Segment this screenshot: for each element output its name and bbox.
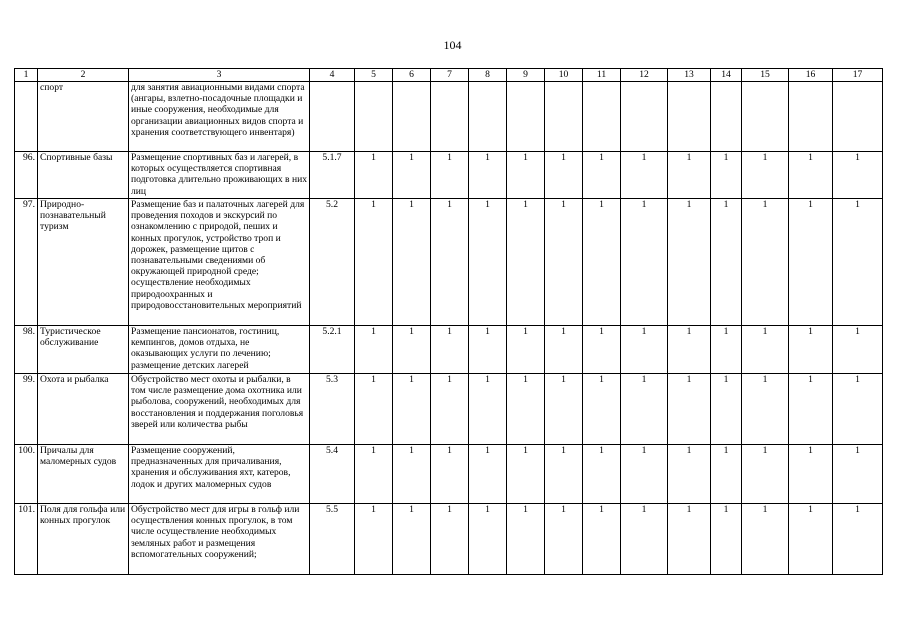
zone-value-cell [789,82,833,152]
table-row [15,445,883,504]
row-number-cell: 97. [15,199,38,326]
column-header: 16 [789,69,833,82]
table-row [15,504,883,575]
row-number-cell: 99. [15,374,38,445]
zone-value-cell: 1 [431,445,469,504]
column-header: 7 [431,69,469,82]
zone-value-cell: 1 [621,199,668,326]
zone-value-cell: 1 [621,445,668,504]
zone-value-cell: 1 [469,326,507,374]
column-header: 1 [15,69,38,82]
zone-value-cell: 1 [545,152,583,199]
land-use-description-cell: Обустройство мест охоты и рыбалки, в том числе размещение дома охотника или рыболова, сооружений, необходимых для восстановления и поддержания поголовья зверей или количества рыбы [129,374,310,445]
land-use-code-cell [310,82,355,152]
zone-value-cell: 1 [789,326,833,374]
zone-value-cell: 1 [621,326,668,374]
zone-value-cell: 1 [742,326,789,374]
table-row [15,82,883,152]
zone-value-cell: 1 [355,504,393,575]
zone-value-cell [393,82,431,152]
zone-value-cell: 1 [583,445,621,504]
row-number-cell: 100. [15,445,38,504]
land-use-name-cell: Спортивные базы [38,152,129,199]
zone-value-cell: 1 [355,445,393,504]
land-use-name-cell: Природно-познавательный туризм [38,199,129,326]
table-row [15,374,883,445]
zone-value-cell: 1 [393,445,431,504]
land-use-code-cell: 5.2 [310,199,355,326]
land-use-description-cell: Обустройство мест для игры в гольф или осуществления конных прогулок, в том числе осуществление необходимых земляных работ и размещения вспомогательных сооружений; [129,504,310,575]
land-use-code-cell: 5.4 [310,445,355,504]
zone-value-cell: 1 [583,199,621,326]
land-use-description-cell: Размещение спортивных баз и лагерей, в которых осуществляется спортивная подготовка длительно проживающих в них лиц [129,152,310,199]
zone-value-cell: 1 [711,374,742,445]
zone-value-cell: 1 [711,445,742,504]
zone-value-cell: 1 [621,504,668,575]
table-row [15,152,883,199]
zone-value-cell: 1 [469,199,507,326]
column-header: 15 [742,69,789,82]
zone-value-cell [833,82,883,152]
zone-value-cell: 1 [355,326,393,374]
zone-value-cell: 1 [507,504,545,575]
zone-value-cell: 1 [393,199,431,326]
zone-value-cell [431,82,469,152]
zone-value-cell: 1 [431,504,469,575]
zone-value-cell: 1 [789,152,833,199]
column-header: 2 [38,69,129,82]
column-header: 3 [129,69,310,82]
zone-value-cell: 1 [355,374,393,445]
column-header: 10 [545,69,583,82]
zone-value-cell: 1 [833,152,883,199]
zone-value-cell: 1 [621,374,668,445]
zone-value-cell: 1 [393,374,431,445]
zone-value-cell: 1 [507,199,545,326]
land-use-description-cell: Размещение баз и палаточных лагерей для проведения походов и экскурсий по ознакомлению с природой, пеших и конных прогулок, устройство троп и дорожек, размещение щитов с познавательными сведениями об окружающей природной среде; осуществление необходимых природоохранных и природовосстановительных мероприятий [129,199,310,326]
zone-value-cell: 1 [711,326,742,374]
zone-value-cell: 1 [833,504,883,575]
row-number-cell: 96. [15,152,38,199]
column-header: 4 [310,69,355,82]
zone-value-cell [545,82,583,152]
zone-value-cell: 1 [833,326,883,374]
zone-value-cell [355,82,393,152]
zone-value-cell: 1 [469,374,507,445]
land-use-name-cell: Туристическое обслуживание [38,326,129,374]
zone-value-cell: 1 [507,445,545,504]
column-header: 13 [668,69,711,82]
zone-value-cell: 1 [711,152,742,199]
zone-value-cell: 1 [668,199,711,326]
land-use-name-cell: Охота и рыбалка [38,374,129,445]
zone-value-cell: 1 [668,445,711,504]
zone-value-cell: 1 [789,199,833,326]
zone-value-cell: 1 [393,326,431,374]
zone-value-cell: 1 [431,326,469,374]
zone-value-cell: 1 [507,374,545,445]
zone-value-cell: 1 [742,445,789,504]
column-header: 5 [355,69,393,82]
land-use-code-cell: 5.1.7 [310,152,355,199]
zone-value-cell: 1 [469,152,507,199]
zone-value-cell: 1 [742,504,789,575]
zone-value-cell: 1 [789,374,833,445]
zone-value-cell: 1 [355,199,393,326]
zone-value-cell: 1 [833,374,883,445]
column-header: 9 [507,69,545,82]
land-use-name-cell: Причалы для маломерных судов [38,445,129,504]
column-header: 12 [621,69,668,82]
zone-value-cell [621,82,668,152]
zone-value-cell: 1 [583,374,621,445]
zone-value-cell: 1 [507,326,545,374]
table-row [15,199,883,326]
zone-value-cell: 1 [393,152,431,199]
land-use-table [14,68,883,575]
land-use-code-cell: 5.5 [310,504,355,575]
zone-value-cell: 1 [711,504,742,575]
zone-value-cell: 1 [469,445,507,504]
row-number-cell [15,82,38,152]
land-use-name-cell: спорт [38,82,129,152]
zone-value-cell: 1 [355,152,393,199]
zone-value-cell: 1 [393,504,431,575]
page-number: 104 [443,38,462,52]
zone-value-cell: 1 [668,374,711,445]
zone-value-cell: 1 [621,152,668,199]
zone-value-cell: 1 [668,504,711,575]
zone-value-cell: 1 [742,374,789,445]
column-header: 6 [393,69,431,82]
zone-value-cell: 1 [833,199,883,326]
land-use-code-cell: 5.2.1 [310,326,355,374]
zone-value-cell [469,82,507,152]
zone-value-cell: 1 [742,152,789,199]
zone-value-cell [668,82,711,152]
zone-value-cell: 1 [742,199,789,326]
land-use-code-cell: 5.3 [310,374,355,445]
zone-value-cell [711,82,742,152]
zone-value-cell: 1 [545,504,583,575]
zone-value-cell: 1 [545,326,583,374]
table-row [15,326,883,374]
column-header: 14 [711,69,742,82]
land-use-name-cell: Поля для гольфа или конных прогулок [38,504,129,575]
zone-value-cell: 1 [668,326,711,374]
zone-value-cell [742,82,789,152]
zone-value-cell [583,82,621,152]
land-use-description-cell: для занятия авиационными видами спорта (ангары, взлетно-посадочные площадки и иные сооружения, необходимые для организации авиационных видов спорта и хранения соответствующего инвентаря) [129,82,310,152]
zone-value-cell: 1 [711,199,742,326]
land-use-description-cell: Размещение сооружений, предназначенных для причаливания, хранения и обслуживания яхт, катеров, лодок и других маломерных судов [129,445,310,504]
header-row [15,69,883,82]
land-use-description-cell: Размещение пансионатов, гостиниц, кемпингов, домов отдыха, не оказывающих услуги по лечению; размещение детских лагерей [129,326,310,374]
zone-value-cell: 1 [583,326,621,374]
zone-value-cell: 1 [789,445,833,504]
zone-value-cell: 1 [431,152,469,199]
zone-value-cell: 1 [507,152,545,199]
zone-value-cell: 1 [545,374,583,445]
zone-value-cell: 1 [789,504,833,575]
column-header: 11 [583,69,621,82]
zone-value-cell: 1 [668,152,711,199]
zone-value-cell: 1 [545,199,583,326]
row-number-cell: 101. [15,504,38,575]
zone-value-cell: 1 [469,504,507,575]
column-header: 8 [469,69,507,82]
column-header: 17 [833,69,883,82]
zone-value-cell: 1 [431,374,469,445]
zone-value-cell: 1 [833,445,883,504]
zone-value-cell: 1 [583,504,621,575]
zone-value-cell: 1 [545,445,583,504]
row-number-cell: 98. [15,326,38,374]
zone-value-cell [507,82,545,152]
zone-value-cell: 1 [431,199,469,326]
zone-value-cell: 1 [583,152,621,199]
